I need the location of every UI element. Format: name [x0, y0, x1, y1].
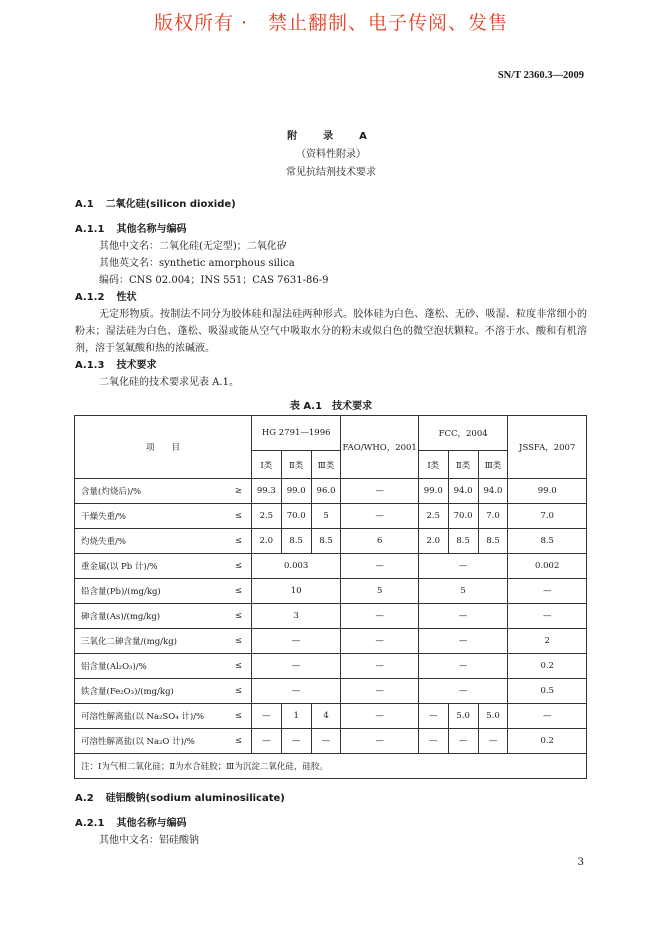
cell: 0.5: [508, 679, 587, 704]
row-operator: ≤: [226, 679, 251, 704]
technical-requirements-table: [74, 415, 587, 779]
cell: 8.5: [478, 529, 508, 554]
cell: —: [418, 554, 508, 579]
section-a12-heading: [75, 289, 587, 306]
section-title: 性状: [116, 292, 137, 303]
header-fcc-class2: Ⅱ类: [448, 451, 478, 479]
header-fao: FAO/WHO，2001: [341, 416, 418, 479]
cell: 8.5: [311, 529, 341, 554]
table-row: [75, 479, 587, 504]
table-row: [75, 579, 587, 604]
cell: 94.0: [478, 479, 508, 504]
table-row: [75, 504, 587, 529]
cell: —: [418, 704, 448, 729]
other-name-en: 其他英文名：synthetic amorphous silica: [99, 258, 295, 269]
section-a21-heading: [75, 815, 587, 832]
row-item: 重金属(以 Pb 计)/%: [75, 554, 226, 579]
annex-title: 附 录 A: [287, 131, 375, 142]
cell: 2.0: [418, 529, 448, 554]
cell: —: [341, 554, 418, 579]
cell: —: [341, 654, 418, 679]
cell: 96.0: [311, 479, 341, 504]
section-title: 技术要求: [116, 360, 157, 371]
table-caption: 表 A.1 技术要求: [289, 401, 373, 412]
header-hg-class1: Ⅰ类: [251, 451, 281, 479]
section-title: 二氧化硅(silicon dioxide): [105, 199, 236, 210]
cell: —: [341, 604, 418, 629]
cell: —: [418, 729, 448, 754]
section-title: 其他名称与编码: [116, 224, 187, 235]
cell: 5.0: [478, 704, 508, 729]
cell: 2.5: [251, 504, 281, 529]
cell: 1: [281, 704, 311, 729]
cell: —: [418, 629, 508, 654]
copyright-watermark: 版权所有 · 禁止翻制、电子传阅、发售: [153, 12, 509, 34]
section-title: 硅铝酸钠(sodium aluminosilicate): [105, 793, 285, 804]
cell: —: [448, 729, 478, 754]
page-number: 3: [577, 857, 584, 868]
section-title: 其他名称与编码: [116, 818, 187, 829]
properties-paragraph: 无定形物质。按制法不同分为胶体硅和湿法硅两种形式。胶体硅为白色、蓬松、无砂、吸湿、粒度非常细小的粉末；湿法硅为白色、蓬松、吸湿或能从空气中吸取水分的粉末或似白色的微空泡状颗粒。不溶于水、酸和有机溶剂，溶于氢氟酸和热的浓碱液。: [75, 309, 587, 354]
row-operator: ≤: [226, 529, 251, 554]
cell: —: [418, 654, 508, 679]
row-operator: ≤: [226, 729, 251, 754]
cell: 0.003: [251, 554, 341, 579]
row-item: 砷含量(As)/(mg/kg): [75, 604, 226, 629]
cell: —: [311, 729, 341, 754]
row-operator: ≤: [226, 554, 251, 579]
table-row: [75, 704, 587, 729]
annex-heading: 常见抗结剂技术要求: [286, 167, 376, 178]
cell: 4: [311, 704, 341, 729]
codes: 编码：CNS 02.004；INS 551；CAS 7631-86-9: [99, 275, 329, 286]
cell: —: [508, 579, 587, 604]
header-hg-class2: Ⅱ类: [281, 451, 311, 479]
cell: 7.0: [478, 504, 508, 529]
cell: 5: [341, 579, 418, 604]
section-number: A.1.1: [75, 224, 105, 235]
cell: —: [341, 679, 418, 704]
row-item: 三氧化二砷含量/(mg/kg): [75, 629, 226, 654]
cell: 5: [418, 579, 508, 604]
cell: 8.5: [281, 529, 311, 554]
cell: 99.0: [508, 479, 587, 504]
section-a1-heading: [75, 196, 587, 213]
cell: 6: [341, 529, 418, 554]
cell: —: [341, 479, 418, 504]
cell: —: [478, 729, 508, 754]
section-a2: [75, 790, 587, 849]
cell: —: [418, 604, 508, 629]
cell: 0.2: [508, 729, 587, 754]
other-name-cn: 其他中文名：二氧化硅(无定型)；二氧化矽: [99, 241, 287, 252]
row-operator: ≤: [226, 604, 251, 629]
section-number: A.1.2: [75, 292, 105, 303]
cell: 99.3: [251, 479, 281, 504]
cell: —: [341, 504, 418, 529]
cell: 5.0: [448, 704, 478, 729]
cell: 94.0: [448, 479, 478, 504]
annex-title-block: [0, 128, 662, 182]
table-row: [75, 554, 587, 579]
header-fcc-class3: Ⅲ类: [478, 451, 508, 479]
table-row: [75, 529, 587, 554]
cell: 3: [251, 604, 341, 629]
cell: —: [341, 729, 418, 754]
cell: 2.5: [418, 504, 448, 529]
table-row: [75, 604, 587, 629]
cell: —: [418, 679, 508, 704]
header-item: 项 目: [75, 416, 252, 479]
row-item: 铁含量(Fe₂O₃)/(mg/kg): [75, 679, 226, 704]
cell: 2: [508, 629, 587, 654]
table-note: 注：Ⅰ为气相二氧化硅；Ⅱ为水合硅胶；Ⅲ为沉淀二氧化硅，硅胶。: [75, 754, 587, 779]
row-operator: ≤: [226, 654, 251, 679]
cell: —: [508, 704, 587, 729]
row-item: 铝含量(Al₂O₃)/%: [75, 654, 226, 679]
requirements-paragraph: 二氧化硅的技术要求见表 A.1。: [99, 377, 239, 388]
cell: 0.2: [508, 654, 587, 679]
cell: —: [341, 704, 418, 729]
header-hg-class3: Ⅲ类: [311, 451, 341, 479]
cell: —: [508, 604, 587, 629]
header-fcc-class1: Ⅰ类: [418, 451, 448, 479]
header-hg: HG 2791—1996: [251, 416, 341, 451]
standard-code: SN/T 2360.3—2009: [497, 70, 584, 81]
table-row: [75, 629, 587, 654]
cell: 99.0: [418, 479, 448, 504]
cell: 8.5: [508, 529, 587, 554]
cell: 70.0: [281, 504, 311, 529]
row-operator: ≥: [226, 479, 251, 504]
row-operator: ≤: [226, 504, 251, 529]
cell: 70.0: [448, 504, 478, 529]
row-item: 干燥失重/%: [75, 504, 226, 529]
cell: —: [341, 629, 418, 654]
row-operator: ≤: [226, 579, 251, 604]
cell: —: [251, 704, 281, 729]
cell: —: [251, 679, 341, 704]
row-operator: ≤: [226, 704, 251, 729]
row-item: 铅含量(Pb)/(mg/kg): [75, 579, 226, 604]
table-row: [75, 729, 587, 754]
cell: 7.0: [508, 504, 587, 529]
cell: 8.5: [448, 529, 478, 554]
cell: 2.0: [251, 529, 281, 554]
table-row: [75, 654, 587, 679]
other-name-cn: 其他中文名：铝硅酸钠: [99, 835, 199, 846]
annex-subtitle: （资料性附录）: [296, 149, 366, 160]
row-item: 灼烧失重/%: [75, 529, 226, 554]
section-number: A.1.3: [75, 360, 105, 371]
header-jssfa: JSSFA，2007: [508, 416, 587, 479]
section-number: A.1: [75, 199, 94, 210]
section-a2-heading: [75, 790, 587, 807]
table-row: [75, 679, 587, 704]
cell: 5: [311, 504, 341, 529]
row-item: 含量(灼烧后)/%: [75, 479, 226, 504]
cell: —: [251, 729, 281, 754]
cell: 0.002: [508, 554, 587, 579]
section-a1: [75, 196, 587, 391]
header-fcc: FCC，2004: [418, 416, 508, 451]
cell: 10: [251, 579, 341, 604]
section-number: A.2: [75, 793, 94, 804]
section-number: A.2.1: [75, 818, 105, 829]
section-a13-heading: [75, 357, 587, 374]
cell: —: [281, 729, 311, 754]
section-a11-heading: [75, 221, 587, 238]
cell: —: [251, 654, 341, 679]
cell: 99.0: [281, 479, 311, 504]
row-operator: ≤: [226, 629, 251, 654]
row-item: 可溶性解离盐(以 Na₂SO₄ 计)/%: [75, 704, 226, 729]
row-item: 可溶性解离盐(以 Na₂O 计)/%: [75, 729, 226, 754]
cell: —: [251, 629, 341, 654]
